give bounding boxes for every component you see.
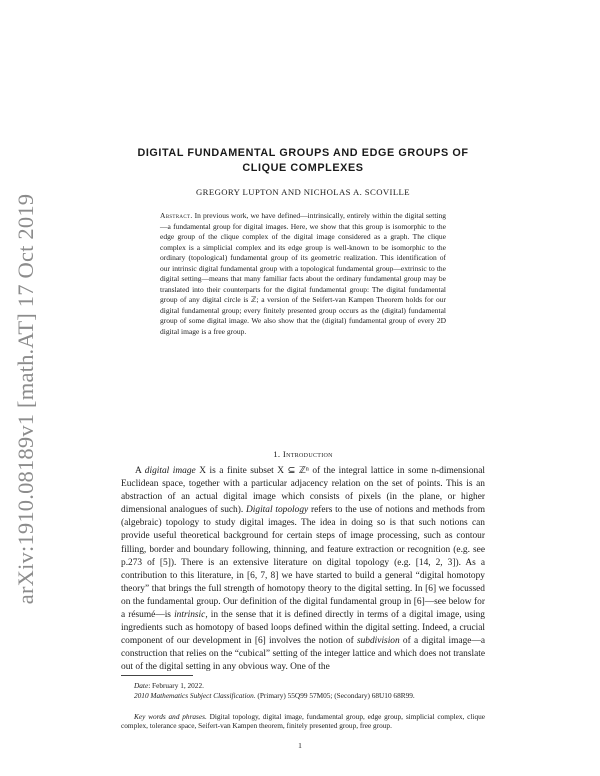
section-title: Introduction xyxy=(282,449,333,459)
paper-title: DIGITAL FUNDAMENTAL GROUPS AND EDGE GROUPS OF CLIQUE COMPLEXES xyxy=(137,147,469,174)
footnote-keywords xyxy=(121,712,485,731)
arxiv-identifier-stamp xyxy=(8,193,44,605)
intro-text-5: of a digital image—a construction that relies on the “cubical” setting of the integer lattice and which does not translate out of the digital setting in any obvious way. One of the xyxy=(121,636,485,673)
intro-text-4: , in the sense that it is defined directly in terms of a digital image, using ingredients such as homotopy of based loops defined within the digital setting. Indeed, a crucial component of our development in [6] involves the notion of xyxy=(121,610,485,647)
intro-text-3: refers to the use of notions and methods from (algebraic) topology to study digital images. The idea in doing so is that such notions can provide useful theoretical background for certain steps of image processing, such as contour filling, border and boundary following, thinning, and feature extraction or recognition (e.g. see p.273 of [5]). There is an extensive literature on digital topology (e.g. [14, 2, 3]). As a contribution to this literature, in [6, 7, 8] we have started to build a general “digital homotopy theory” that brings the full strength of homotopy theory to the digital setting. In [6] we focussed on the fundamental group. Our definition of the digital fundamental group in [6]—see below for a résumé—is xyxy=(121,505,485,621)
section-number: 1. xyxy=(273,449,281,459)
intro-paragraph xyxy=(121,465,485,675)
abstract-label: Abstract. xyxy=(160,211,193,220)
arxiv-identifier-text: arXiv:1910.08189v1 [math.AT] 17 Oct 2019 xyxy=(13,193,39,605)
term-digital-image: digital image xyxy=(144,466,196,476)
date-label: Date xyxy=(134,681,149,690)
intro-text-1: A xyxy=(135,466,145,476)
abstract-text: In previous work, we have defined—intrinsically, entirely within the digital setting—a fundamental group for digital images. Here, we show that this group is isomorphic to the edge group of the clique complex of the digital image considered as a graph. The clique complex is a simplicial complex and its edge group is well-known to be isomorphic to the ordinary (topological) fundamental group of its geometric realization. This identification of our intrinsic digital fundamental group with a topological fundamental group—extrinsic to the digital setting—means that many familiar facts about the ordinary fundamental group may be translated into their counterparts for the digital fundamental group: The digital fundamental group of any digital circle is ℤ; a version of the Seifert-van Kampen Theorem holds for our digital fundamental group; every finitely presented group occurs as the (digital) fundamental group of some digital image. We also show that the (digital) fundamental group of every 2D digital image is a free group. xyxy=(160,211,447,337)
date-value: : February 1, 2022. xyxy=(148,681,204,690)
term-subdivision: subdivision xyxy=(356,636,400,647)
msc-label: 2010 Mathematics Subject Classification. xyxy=(134,691,256,700)
term-intrinsic: intrinsic xyxy=(174,610,206,621)
section-heading xyxy=(128,449,478,459)
footnote-date xyxy=(121,681,485,690)
footnote-divider xyxy=(121,675,193,676)
page-number: 1 xyxy=(298,741,302,750)
msc-value: (Primary) 55Q99 57M05; (Secondary) 68U10 68R99. xyxy=(255,691,415,700)
keywords-value: Digital topology, digital image, fundamental group, edge group, simplicial complex, clique complex, tolerance space, Seifert-van Kampen theorem, finitely presented group, free group. xyxy=(121,712,485,731)
footnote-msc xyxy=(121,691,485,700)
abstract xyxy=(160,211,446,338)
paper-authors: GREGORY LUPTON AND NICHOLAS A. SCOVILLE xyxy=(196,187,410,197)
term-digital-topology: Digital topology xyxy=(246,505,309,516)
keywords-label: Key words and phrases. xyxy=(134,712,207,721)
intro-text-2: X is a finite subset X ⊆ ℤⁿ of the integral lattice in some n-dimensional Euclidean space, together with a particular adjacency relation on the set of points. This is an abstraction of an actual digital image which consists of pixels (in the plane, or higher dimensional analogues of such). xyxy=(121,466,485,516)
